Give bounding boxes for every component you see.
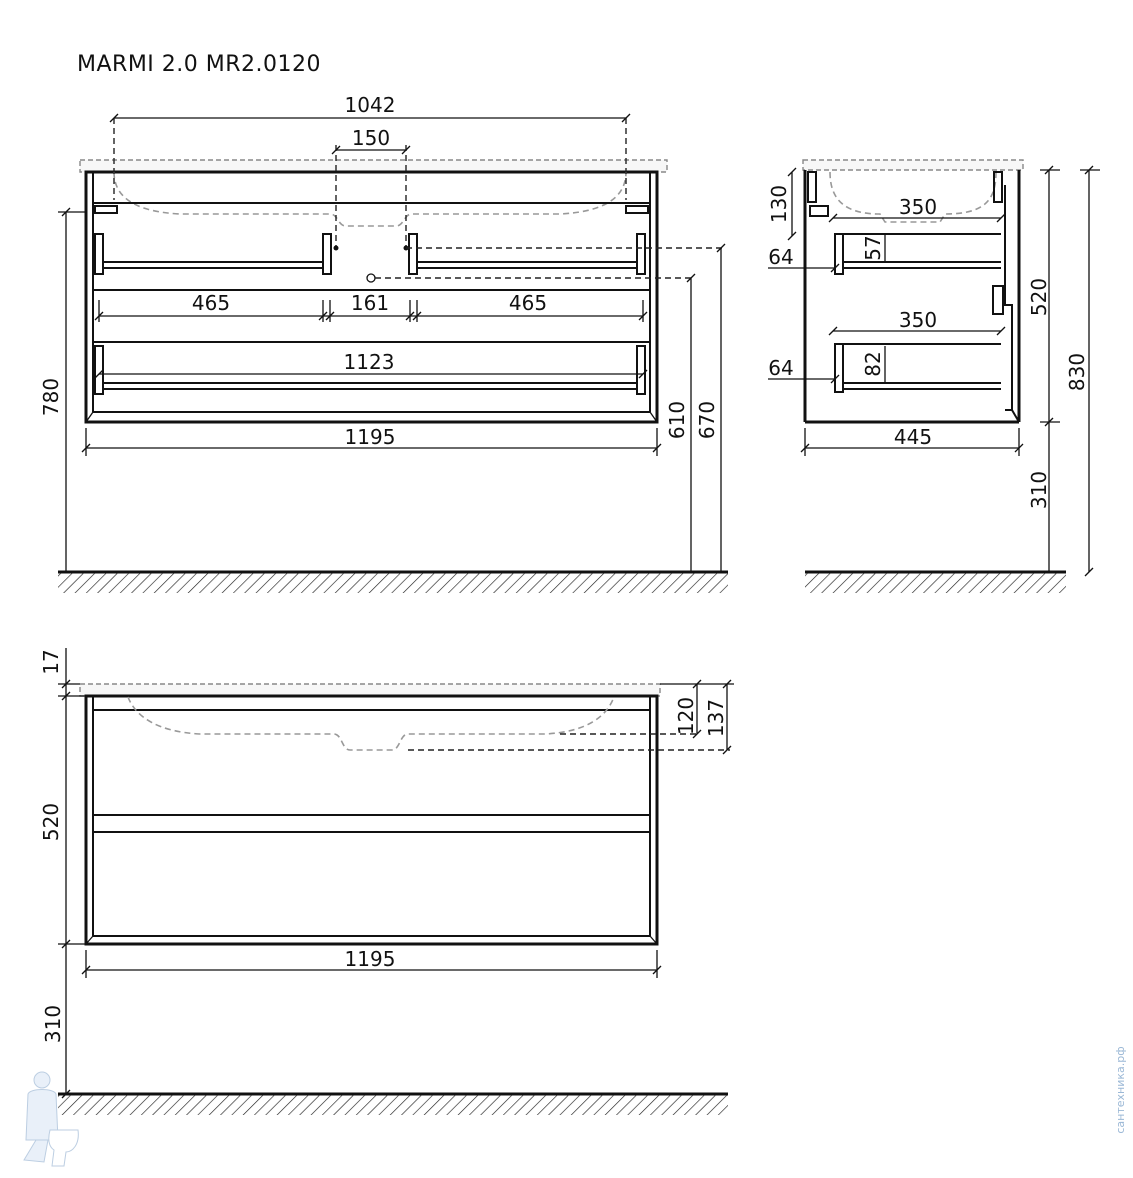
side-view	[767, 160, 1100, 593]
dim-610: 610	[665, 400, 689, 440]
bottom-countertop	[80, 684, 660, 696]
watermark-text: сантехника.рф	[1114, 1046, 1127, 1134]
bottom-view	[39, 648, 734, 1115]
dim-1195-front: 1195	[344, 425, 396, 449]
dim-82: 82	[861, 351, 885, 377]
dim-120: 120	[674, 696, 698, 736]
dim-150: 150	[351, 126, 391, 150]
dim-1195-bottom: 1195	[344, 947, 396, 971]
dim-350-top: 350	[898, 195, 938, 219]
dim-64-lower: 64	[768, 356, 794, 380]
dim-1042: 1042	[344, 93, 396, 117]
dim-780: 780	[39, 377, 63, 417]
dim-520-bottom: 520	[39, 802, 63, 842]
drawing-title: MARMI 2.0 MR2.0120	[77, 52, 322, 77]
dim-310-side: 310	[1027, 470, 1051, 510]
dim-465-left: 465	[191, 291, 231, 315]
basin-outline	[114, 172, 626, 226]
dim-130: 130	[767, 184, 791, 224]
upper-drawer-left	[95, 234, 331, 274]
dim-57: 57	[861, 235, 885, 261]
dim-1123: 1123	[343, 350, 395, 374]
dim-17: 17	[39, 649, 63, 675]
countertop	[80, 160, 667, 172]
dim-670: 670	[695, 400, 719, 440]
dim-310-bottom: 310	[41, 1004, 65, 1044]
dim-830: 830	[1065, 352, 1089, 392]
dim-64-top: 64	[768, 245, 794, 269]
plumber-mascot-logo	[24, 1072, 78, 1166]
dim-445: 445	[893, 425, 933, 449]
front-view	[39, 93, 728, 593]
dim-161: 161	[350, 291, 390, 315]
upper-drawer-right	[409, 234, 645, 274]
dim-137: 137	[704, 698, 728, 738]
dim-350-lower: 350	[898, 308, 938, 332]
dim-520-side: 520	[1027, 277, 1051, 317]
dim-465-right: 465	[508, 291, 548, 315]
side-countertop	[803, 160, 1023, 170]
bottom-cabinet-body	[86, 696, 657, 944]
